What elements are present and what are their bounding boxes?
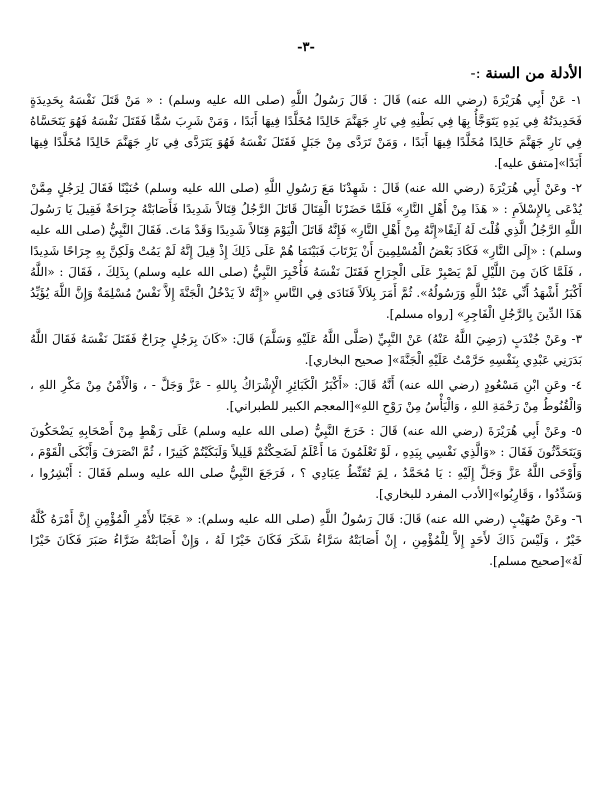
hadith-number: ٤- bbox=[566, 378, 583, 392]
hadith-1 bbox=[30, 90, 582, 174]
hadith-text: وعَنْ أَبِي هُرَيْرَةَ (رضي الله عنه) قَالَ : خَرَجَ النَّبِيُّ (صلى الله عليه وسلم) عَلَى رَهْطٍ مِنْ أَصْحَابِهِ يَضْحَكُونَ وَيَتَحَدَّثُونَ فَقَالَ : «وَالَّذِي نَفْسِي بِيَدِهِ ، لَوْ تَعْلَمُونَ مَا أَعْلَمُ لَضَحِكْتُمْ قَلِيلاً وَلَبَكَيْتُمْ كَثِيرًا ، ثُمَّ انْصَرَفَ وَأَبْكَى الْقَوْمَ ، وَأَوْحَى اللَّهُ عَزَّ وَجَلَّ إِلَيْهِ : يَا مُحَمَّدُ ، لِمَ تُقَنِّطُ عِبَادِي ؟ ، فَرَجَعَ النَّبِيُّ صلى الله عليه وسلم فَقَالَ : أَبْشِرُوا ، وَسَدِّدُوا ، وَقَارِبُوا» bbox=[30, 424, 582, 501]
hadith-number: ٣- bbox=[566, 332, 583, 346]
hadith-2 bbox=[30, 178, 582, 325]
hadith-source: [ صحيح البخاري]. bbox=[304, 353, 392, 367]
document-body bbox=[30, 64, 582, 576]
hadith-source: [متفق عليه]. bbox=[494, 156, 559, 170]
hadith-3 bbox=[30, 329, 582, 371]
hadith-text: وعَنِ ابْنِ مَسْعُودٍ (رضي الله عنه) أَنَّهُ قَالَ: «أَكْبَرُ الْكَبَائِرِ الْإِشْرَاكُ بِاللهِ - عَزَّ وَجَلَّ - ، وَالْأَمْنُ مِنْ مَكْرِ اللهِ ، وَالْقُنُوطُ مِنْ رَحْمَةِ اللهِ ، وَالْيَأْسُ مِنْ رَوْحِ اللهِ» bbox=[30, 378, 582, 413]
section-title-suffix: :- bbox=[470, 64, 486, 82]
section-title-text: الأدلة من السنة bbox=[485, 64, 582, 82]
hadith-5 bbox=[30, 421, 582, 505]
hadith-source: [رواه مسلم]. bbox=[385, 307, 457, 321]
hadith-4 bbox=[30, 375, 582, 417]
hadith-text: وعَنْ صُهَيْبٍ (رضي الله عنه) قَالَ: قَالَ رَسُولُ اللَّهِ (صلى الله عليه وسلم): « عَجَبًا لأَمْرِ الْمُؤْمِنِ إِنَّ أَمْرَهُ كُلَّهُ خَيْرٌ ، وَلَيْسَ ذَاكَ لأَحَدٍ إِلاَّ لِلْمُؤْمِنِ ، إِنْ أَصَابَتْهُ سَرَّاءُ شَكَرَ فَكَانَ خَيْرًا لَهُ ، وَإِنْ أَصَابَتْهُ ضَرَّاءُ صَبَرَ فَكَانَ خَيْرًا لَهُ» bbox=[30, 512, 582, 568]
page-number: -٣- bbox=[297, 40, 315, 55]
hadith-text: عَنْ أَبِي هُرَيْرَةَ (رضي الله عنه) قَالَ : قَالَ رَسُولُ اللَّهِ (صلى الله عليه وسلم) : « مَنْ قَتَلَ نَفْسَهُ بِحَدِيدَةٍ فَحَدِيدَتُهُ فِي يَدِهِ يَتَوَجَّأُ بِهَا فِي بَطْنِهِ فِي نَارِ جَهَنَّمَ خَالِدًا مُخَلَّدًا فِيهَا أَبَدًا ، وَمَنْ شَرِبَ سُمًّا فَقَتَلَ نَفْسَهُ فَهُوَ يَتَحَسَّاهُ فِي نَارِ جَهَنَّمَ خَالِدًا مُخَلَّدًا فِيهَا أَبَدًا ، وَمَنْ تَرَدَّى مِنْ جَبَلٍ فَقَتَلَ نَفْسَهُ فَهُوَ يَتَرَدَّى فِي نَارِ جَهَنَّمَ خَالِدًا مُخَلَّدًا فِيهَا أَبَدًا» bbox=[30, 93, 582, 170]
hadith-6 bbox=[30, 509, 582, 572]
hadith-number: ٥- bbox=[566, 424, 582, 438]
hadith-source: [المعجم الكبير للطبراني]. bbox=[225, 399, 354, 413]
hadith-number: ٦- bbox=[567, 512, 583, 526]
hadith-text: وعَنْ أَبِي هُرَيْرَةَ (رضي الله عنه) قَالَ : شَهِدْنَا مَعَ رَسُولِ اللَّهِ (صلى الله عليه وسلم) حُنَيْنًا فَقَالَ لِرَجُلٍ مِمَّنْ يُدْعَى بِالإِسْلاَمِ : « هَذَا مِنْ أَهْلِ النَّارِ» فَلَمَّا حَضَرْنَا الْقِتَالَ قَاتَلَ الرَّجُلُ قِتَالاً شَدِيدًا فَأَصَابَتْهُ جِرَاحَةٌ فَقِيلَ يَا رَسُولَ اللَّهِ الرَّجُلُ الَّذِي قُلْتَ لَهُ آنِفًا«إِنَّهُ مِنْ أَهْلِ النَّارِ» فَإِنَّهُ قَاتَلَ الْيَوْمَ قِتَالاً شَدِيدًا وَقَدْ مَاتَ. فَقَالَ النَّبِيُّ (صلى الله عليه وسلم) : «إِلَى النَّارِ» فَكَادَ بَعْضُ الْمُسْلِمِينَ أَنْ يَرْتَابَ فَبَيْنَمَا هُمْ عَلَى ذَلِكَ إِذْ قِيلَ إِنَّهُ لَمْ يَمُتْ وَلَكِنَّ بِهِ جِرَاحًا شَدِيدًا ، فَلَمَّا كَانَ مِنَ اللَّيْلِ لَمْ يَصْبِرْ عَلَى الْجِرَاحِ فَقَتَلَ نَفْسَهُ فَأُخْبِرَ النَّبِيُّ (صلى الله عليه وسلم) بِذَلِكَ ، فَقَالَ : «اللَّهُ أَكْبَرُ أَشْهَدُ أَنِّي عَبْدُ اللَّهِ وَرَسُولُهُ». ثُمَّ أَمَرَ بِلاَلاً فَنَادَى فِي النَّاسِ «إِنَّهُ لاَ يَدْخُلُ الْجَنَّةَ إِلاَّ نَفْسٌ مُسْلِمَةٌ وَإِنَّ اللَّهَ يُؤَيِّدُ هَذَا الدِّينَ بِالرَّجُلِ الْفَاجِرِ» bbox=[30, 181, 582, 321]
hadith-source: [الأدب المفرد للبخاري]. bbox=[375, 487, 493, 501]
section-title bbox=[30, 64, 582, 82]
hadith-source: [صحيح مسلم]. bbox=[489, 554, 565, 568]
hadith-text: وعَنْ جُنْدَبٍ (رَضِيَ اللَّهُ عَنْهُ) عَنْ النَّبِيِّ (صَلَّى اللَّهُ عَلَيْهِ وَسَلَّمَ) قَالَ: «كَانَ بِرَجُلٍ جِرَاحٌ فَقَتَلَ نَفْسَهُ فَقَالَ اللَّهُ بَدَرَنِي عَبْدِي بِنَفْسِهِ حَرَّمْتُ عَلَيْهِ الْجَنَّةَ» bbox=[30, 332, 582, 367]
hadith-number: ٢- bbox=[566, 181, 583, 195]
hadith-number: ١- bbox=[565, 93, 582, 107]
